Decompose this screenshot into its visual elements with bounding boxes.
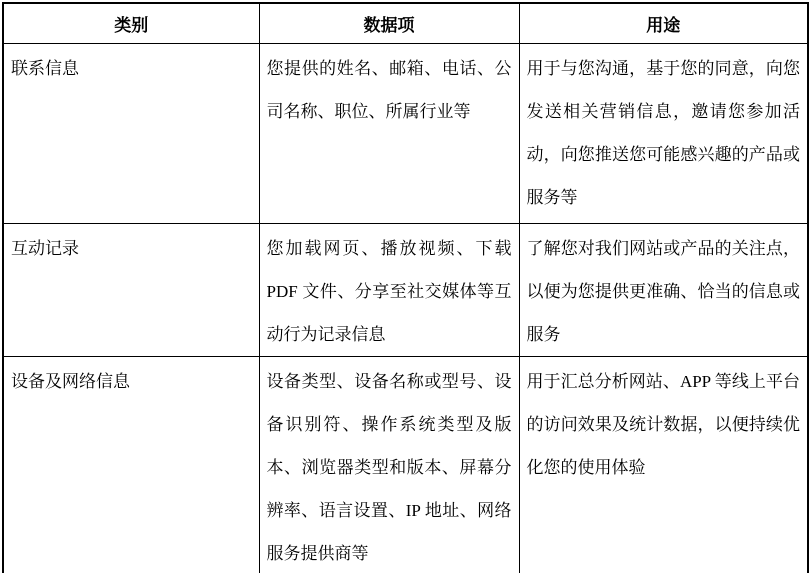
column-header-purpose: 用途 — [519, 3, 808, 44]
cell-data-items: 您提供的姓名、邮箱、电话、公司名称、职位、所属行业等 — [259, 44, 519, 224]
cell-purpose: 了解您对我们网站或产品的关注点，以便为您提供更准确、恰当的信息或服务 — [519, 224, 808, 357]
column-header-category: 类别 — [3, 3, 259, 44]
cell-category: 联系信息 — [3, 44, 259, 224]
column-header-data-items: 数据项 — [259, 3, 519, 44]
cell-category: 设备及网络信息 — [3, 357, 259, 573]
cell-purpose: 用于汇总分析网站、APP 等线上平台的访问效果及统计数据，以便持续优化您的使用体验 — [519, 357, 808, 573]
table-row-contact-info — [3, 44, 808, 224]
table-row-device-network-info — [3, 357, 808, 573]
table-header-row — [3, 3, 808, 44]
cell-category: 互动记录 — [3, 224, 259, 357]
table-row-interaction-records — [3, 224, 808, 357]
cell-data-items: 您加载网页、播放视频、下载 PDF 文件、分享至社交媒体等互动行为记录信息 — [259, 224, 519, 357]
cell-data-items: 设备类型、设备名称或型号、设备识别符、操作系统类型及版本、浏览器类型和版本、屏幕分辨率、语言设置、IP 地址、网络服务提供商等 — [259, 357, 519, 573]
cell-purpose: 用于与您沟通，基于您的同意，向您发送相关营销信息，邀请您参加活动，向您推送您可能感兴趣的产品或服务等 — [519, 44, 808, 224]
personal-data-collection-table — [2, 2, 809, 573]
